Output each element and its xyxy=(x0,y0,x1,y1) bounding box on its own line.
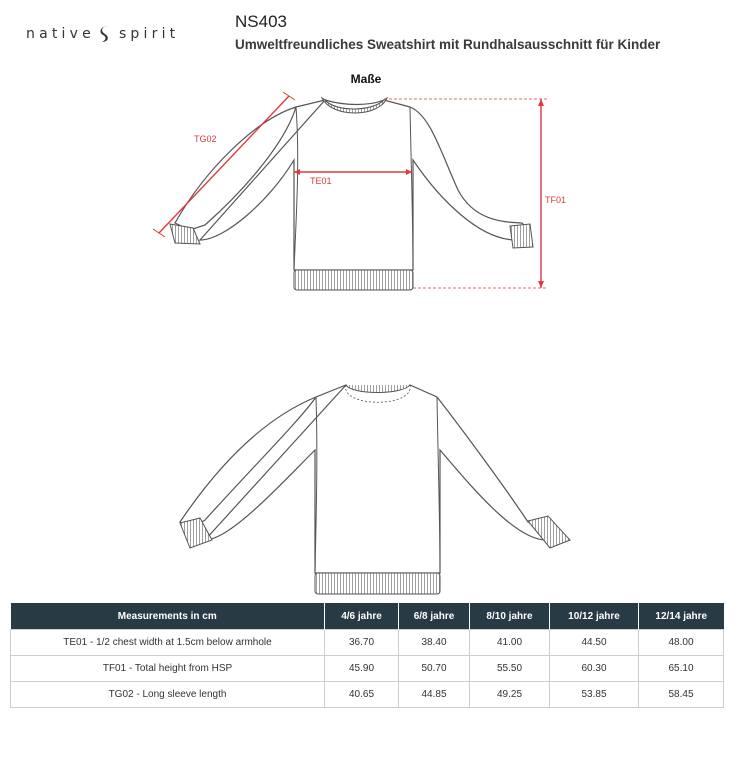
table-row xyxy=(11,630,724,656)
chest-label: TE01 xyxy=(310,176,332,186)
header-size-6-8: 6/8 jahre xyxy=(399,603,470,630)
cell-value: 40.65 xyxy=(325,682,399,708)
header-size-4-6: 4/6 jahre xyxy=(325,603,399,630)
cell-value: 53.85 xyxy=(550,682,639,708)
cell-value: 44.50 xyxy=(550,630,639,656)
cell-value: 50.70 xyxy=(399,656,470,682)
cell-value: 49.25 xyxy=(470,682,550,708)
header-size-8-10: 8/10 jahre xyxy=(470,603,550,630)
product-title: Umweltfreundliches Sweatshirt mit Rundhalsausschnitt für Kinder xyxy=(235,37,661,52)
brand-name-left: native xyxy=(26,26,95,42)
height-label: TF01 xyxy=(545,195,567,205)
cell-value: 55.50 xyxy=(470,656,550,682)
sweatshirt-front-illustration xyxy=(170,98,533,290)
cell-value: 38.40 xyxy=(399,630,470,656)
row-label: TG02 - Long sleeve length xyxy=(11,682,325,708)
cell-value: 65.10 xyxy=(639,656,724,682)
sleeve-label: TG02 xyxy=(194,134,217,144)
cell-value: 48.00 xyxy=(639,630,724,656)
header-measurements: Measurements in cm xyxy=(11,603,325,630)
row-label: TF01 - Total height from HSP xyxy=(11,656,325,682)
table-header-row xyxy=(11,603,724,630)
cell-value: 45.90 xyxy=(325,656,399,682)
product-code: NS403 xyxy=(235,12,287,31)
table-row xyxy=(11,682,724,708)
header-size-10-12: 10/12 jahre xyxy=(550,603,639,630)
diagram-title: Maße xyxy=(350,72,382,86)
sweatshirt-back-illustration xyxy=(180,385,570,594)
header-size-12-14: 12/14 jahre xyxy=(639,603,724,630)
cell-value: 36.70 xyxy=(325,630,399,656)
row-label: TE01 - 1/2 chest width at 1.5cm below armhole xyxy=(11,630,325,656)
cell-value: 60.30 xyxy=(550,656,639,682)
table-row xyxy=(11,656,724,682)
cell-value: 41.00 xyxy=(470,630,550,656)
cell-value: 44.85 xyxy=(399,682,470,708)
brand-name-right: spirit xyxy=(118,26,180,42)
size-chart-table xyxy=(10,603,724,708)
cell-value: 58.45 xyxy=(639,682,724,708)
